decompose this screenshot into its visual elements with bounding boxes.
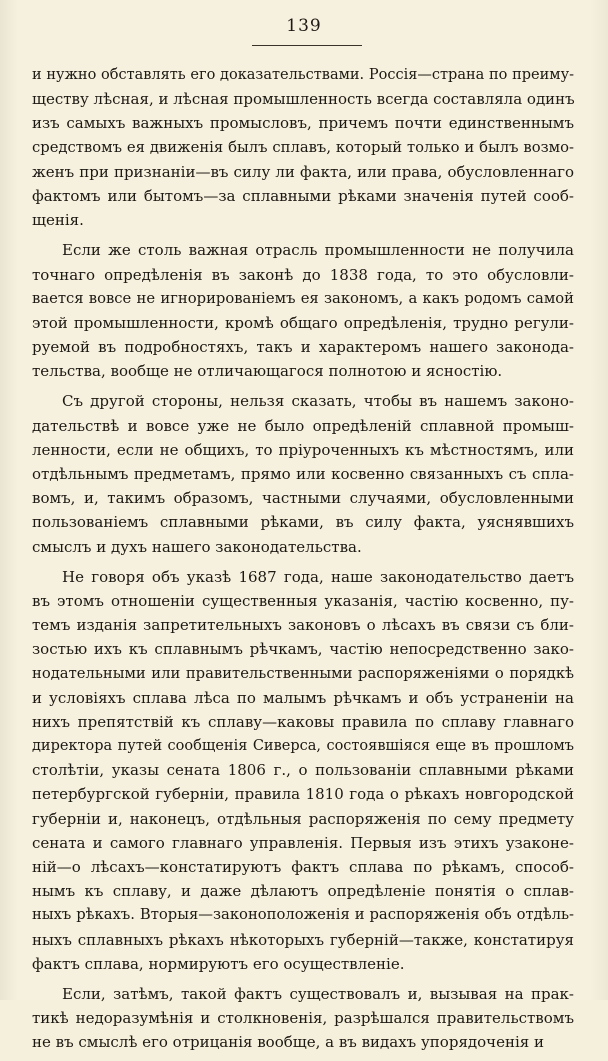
paragraph <box>32 982 574 1055</box>
paragraph <box>32 389 574 558</box>
paragraph <box>32 565 574 976</box>
text-line: директора путей сообщенія Сиверса, состоявшіяся еще въ прошломъ <box>32 738 574 755</box>
text-line: тельства, вообще не отличающагося полнотою и ясностію. <box>32 362 503 381</box>
text-line: фактомъ или бытомъ—за сплавными рѣками значенія путей сооб- <box>32 186 574 205</box>
text-line: изъ самыхъ важныхъ промысловъ, причемъ почти единственнымъ <box>32 114 574 133</box>
text-line: дательствѣ и вовсе уже не было опредѣленій сплавной промыш- <box>32 416 574 435</box>
text-line: этой промышленности, кромѣ общаго опредѣленія, трудно регули- <box>32 313 574 332</box>
text-line: вомъ, и, такимъ образомъ, частными случаями, обусловленными <box>32 489 574 508</box>
text-line: смыслъ и духъ нашего законодательства. <box>32 537 362 556</box>
text-line: и нужно обставлять его доказательствами. Россія—страна по преиму- <box>32 67 574 83</box>
text-line: нодательными или правительственными распоряженіями о порядкѣ <box>32 664 574 682</box>
text-line: ныхъ сплавныхъ рѣкахъ нѣкоторыхъ губерній—также, констатируя <box>32 930 574 949</box>
text-line: средствомъ ея движенія былъ сплавъ, который только и былъ возмо- <box>32 138 574 156</box>
text-line: ныхъ рѣкахъ. Вторыя—законоположенія и распоряженія объ отдѣль- <box>32 906 574 924</box>
text-line: Если же столь важная отрасль промышленности не получила <box>62 241 574 260</box>
text-line: ній—о лѣсахъ—констатируютъ фактъ сплава по рѣкамъ, способ- <box>32 858 574 876</box>
text-line: и условіяхъ сплава лѣса по малымъ рѣчкамъ и объ устраненіи на <box>32 688 574 707</box>
text-line: въ этомъ отношеніи существенныя указанія, частію косвенно, пу- <box>32 591 574 610</box>
text-line: нымъ къ сплаву, и даже дѣлаютъ опредѣленіе понятія о сплав- <box>32 882 574 901</box>
text-line: зостью ихъ къ сплавнымъ рѣчкамъ, частію непосредственно зако- <box>32 640 574 659</box>
text-line: щенія. <box>32 211 84 230</box>
text-line: женъ при признаніи—въ силу ли факта, или права, обусловленнаго <box>32 162 574 181</box>
text-line: не въ смыслѣ его отрицанія вообще, а въ видахъ упорядоченія и <box>32 1033 544 1052</box>
text-line: фактъ сплава, нормируютъ его осуществленіе. <box>32 954 405 973</box>
text-line: точнаго опредѣленія въ законѣ до 1838 года, то это обусловли- <box>32 265 574 284</box>
text-line: ществу лѣсная, и лѣсная промышленность всегда составляла одинъ <box>32 90 575 109</box>
text-line: вается вовсе не игнорированіемъ ея закономъ, а какъ родомъ самой <box>32 289 574 307</box>
text-line: столѣтіи, указы сената 1806 г., о пользованіи сплавными рѣками <box>32 761 574 780</box>
paragraph <box>32 63 574 232</box>
text-line: тикѣ недоразумѣнія и столкновенія, разрѣшался правительствомъ <box>32 1009 574 1028</box>
text-line: ленности, если не общихъ, то пріуроченныхъ къ мѣстностямъ, или <box>32 440 574 459</box>
text-line: петербургской губерніи, правила 1810 года о рѣкахъ новгородской <box>32 785 574 804</box>
text-line: темъ изданія запретительныхъ законовъ о лѣсахъ въ связи съ бли- <box>32 616 574 635</box>
text-line: Если, затѣмъ, такой фактъ существовалъ и, вызывая на прак- <box>62 984 574 1003</box>
header-rule <box>252 45 362 46</box>
body-text <box>32 63 574 1061</box>
text-line: сената и самого главнаго управленія. Первыя изъ этихъ узаконе- <box>32 833 574 852</box>
text-line: нихъ препятствій къ сплаву—каковы правила по сплаву главнаго <box>32 712 574 731</box>
text-line: губерніи и, наконецъ, отдѣльныя распоряженія по сему предмету <box>32 809 574 828</box>
paragraph <box>32 238 574 383</box>
text-line: руемой въ подробностяхъ, такъ и характеромъ нашего законода- <box>32 338 574 357</box>
text-line: пользованіемъ сплавными рѣками, въ силу факта, уяснявшихъ <box>32 513 574 532</box>
text-line: отдѣльнымъ предметамъ, прямо или косвенно связанныхъ съ спла- <box>32 465 574 483</box>
text-line: Не говоря объ указѣ 1687 года, наше законодательство даетъ <box>62 567 574 586</box>
page-number: 139 <box>286 16 322 36</box>
text-line: Съ другой стороны, нельзя сказать, чтобы въ нашемъ законо- <box>62 392 574 411</box>
